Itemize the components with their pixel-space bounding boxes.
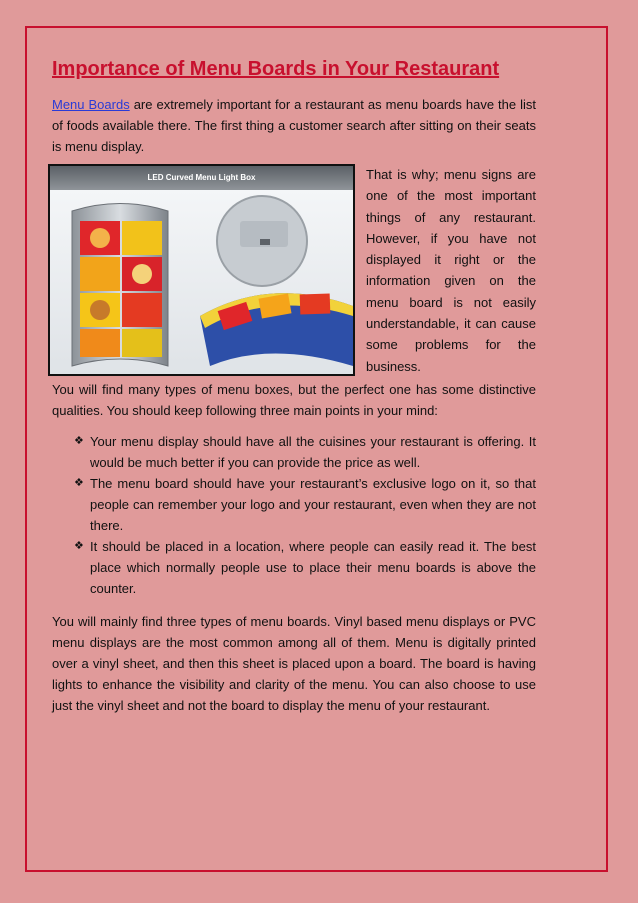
diamond-bullet-icon: ❖ <box>74 539 84 552</box>
types-paragraph: You will find many types of menu boxes, but the perfect one has some distinctive qualities. You should keep following three main points in your mind: <box>52 381 536 418</box>
diamond-bullet-icon: ❖ <box>74 476 84 489</box>
image-banner: LED Curved Menu Light Box <box>50 166 353 190</box>
menu-light-box-image <box>48 164 355 376</box>
list-item <box>74 473 536 536</box>
intro-paragraph <box>52 94 536 157</box>
points-list <box>52 431 536 599</box>
menu-types-paragraph: You will mainly find three types of menu boards. Vinyl based menu displays or PVC menu displays are the most common among all of them. Menu is digitally printed over a vinyl sheet, and then this sheet is placed upon a board. The board is having lights to enhance the visibility and clarity of the menu. You can also choose to use just the vinyl sheet and not the board to display the menu of your restaurant. <box>52 613 536 713</box>
list-item-text: It should be placed in a location, where people can easily read it. The best place which normally people use to place their menu boards is above the counter. <box>90 538 536 596</box>
list-item <box>74 431 536 473</box>
side-paragraph: That is why; menu signs are one of the most important things of any restaurant. However, if you have not displayed it right or the information given on the menu board is not easily understandable, it can cause some problems for the business. <box>366 167 536 374</box>
menu-box-illustration <box>50 166 353 374</box>
list-item-text: The menu board should have your restaurant’s exclusive logo on it, so that people can remember your logo and your restaurant, even when they are not there. <box>90 475 536 533</box>
document-content <box>52 56 536 716</box>
diamond-bullet-icon: ❖ <box>74 434 84 447</box>
list-item <box>74 536 536 599</box>
side-text-column <box>366 164 536 377</box>
page-title: Importance of Menu Boards in Your Restaurant <box>52 58 500 80</box>
intro-text: are extremely important for a restaurant as menu boards have the list of foods available there. The first thing a customer search after sitting on their seats is menu display. <box>52 97 536 154</box>
figure-row <box>52 164 536 377</box>
menu-boards-link[interactable]: Menu Boards <box>52 97 130 112</box>
list-item-text: Your menu display should have all the cuisines your restaurant is offering. It would be much better if you can provide the price as well. <box>90 433 536 470</box>
